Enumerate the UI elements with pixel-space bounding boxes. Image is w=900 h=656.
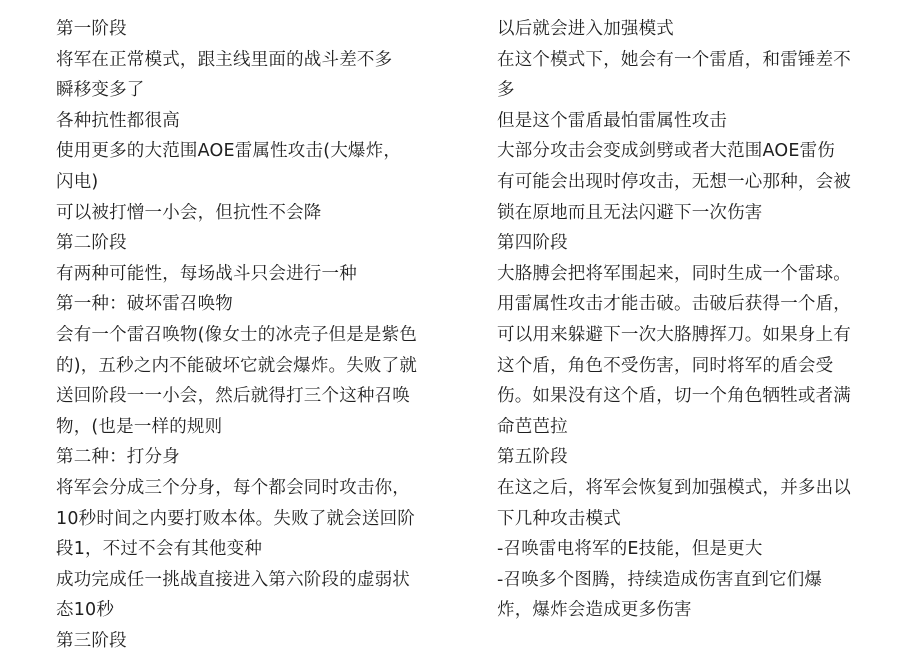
text-line: 多 (497, 80, 515, 101)
text-line: 第一种：破坏雷召唤物 (56, 294, 233, 315)
text-line: 下几种攻击模式 (497, 508, 621, 529)
text-line: 锁在原地而且无法闪避下一次伤害 (497, 202, 763, 223)
text-line: 瞬移变多了 (56, 80, 145, 101)
left-text-column (56, 14, 428, 656)
text-line: 伤。如果没有这个盾，切一个角色牺牲或者满 (497, 386, 851, 407)
text-line: 10秒时间之内要打败本体。失败了就会送回阶 (56, 508, 415, 529)
text-line: 会有一个雷召唤物(像女士的冰壳子但是是紫色 (56, 324, 418, 345)
text-line: 在这之后，将军会恢复到加强模式，并多出以 (497, 477, 851, 498)
text-line: 有可能会出现时停攻击，无想一心那种，会被 (497, 171, 851, 192)
text-line: 第二阶段 (56, 233, 127, 254)
text-line: 将军会分成三个分身，每个都会同时攻击你， (56, 477, 410, 498)
text-line: 大胳膊会把将军围起来，同时生成一个雷球。 (497, 263, 851, 284)
text-line: -召唤多个图腾，持续造成伤害直到它们爆 (497, 569, 823, 590)
text-line: 第一阶段 (56, 19, 127, 39)
text-line: 用雷属性攻击才能击破。击破后获得一个盾， (497, 294, 851, 315)
text-line: 大部分攻击会变成剑劈或者大范围AOE雷伤 (497, 141, 835, 162)
text-line: 各种抗性都很高 (56, 110, 180, 131)
text-line: 成功完成任一挑战直接进入第六阶段的虚弱状 (56, 569, 410, 590)
text-line: 第三阶段 (56, 630, 127, 651)
text-line: 可以用来躲避下一次大胳膊挥刀。如果身上有 (497, 324, 851, 345)
text-line: 段1，不过不会有其他变种 (56, 539, 263, 560)
text-line: 闪电) (56, 171, 99, 192)
text-line: 有两种可能性，每场战斗只会进行一种 (56, 263, 357, 284)
text-line: 命芭芭拉 (497, 416, 568, 437)
text-line: 第二种：打分身 (56, 447, 180, 468)
text-line: 的)，五秒之内不能破坏它就会爆炸。失败了就 (56, 355, 418, 376)
text-line: 送回阶段一一小会，然后就得打三个这种召唤 (56, 386, 410, 407)
text-line: 这个盾，角色不受伤害，同时将军的盾会受 (497, 355, 834, 376)
text-line: 第四阶段 (497, 233, 568, 254)
text-line: 物，(也是一样的规则 (56, 416, 223, 437)
text-line: 态10秒 (56, 600, 115, 621)
text-line: 将军在正常模式，跟主线里面的战斗差不多 (56, 49, 393, 70)
text-line: -召唤雷电将军的E技能，但是更大 (497, 539, 763, 560)
text-line: 使用更多的大范围AOE雷属性攻击(大爆炸， (56, 141, 402, 162)
text-line: 以后就会进入加强模式 (497, 19, 674, 39)
text-line: 可以被打憎一小会，但抗性不会降 (56, 202, 322, 223)
text-line: 在这个模式下，她会有一个雷盾，和雷锤差不 (497, 49, 851, 70)
text-line: 但是这个雷盾最怕雷属性攻击 (497, 110, 728, 131)
text-line: 炸，爆炸会造成更多伤害 (497, 600, 692, 621)
right-text-column (497, 14, 889, 626)
text-line: 第五阶段 (497, 447, 568, 468)
